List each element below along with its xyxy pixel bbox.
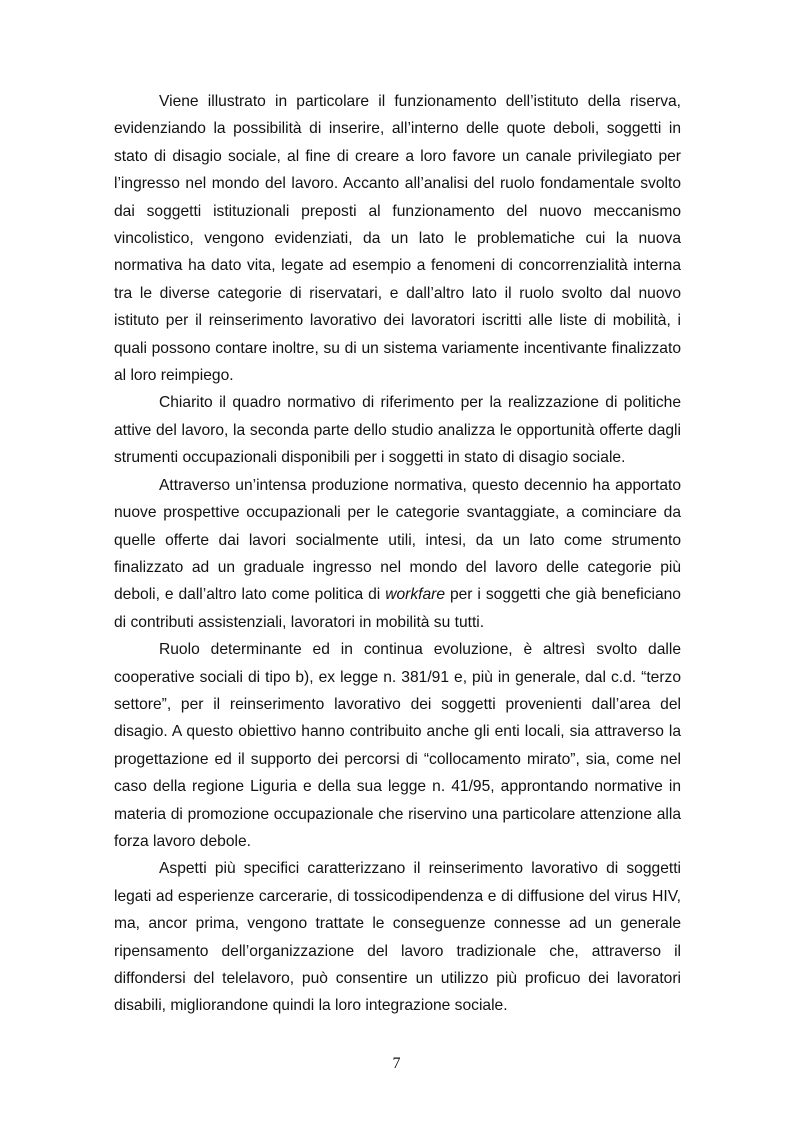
paragraph-produzione-normativa: [114, 472, 681, 636]
paragraph-cooperative-sociali: Ruolo determinante ed in continua evoluzione, è altresì svolto dalle cooperative sociali di tipo b), ex legge n. 381/91 e, più in generale, dal c.d. “terzo settore”, per il reinserimento lavorativo dei soggetti provenienti dall’area del disagio. A questo obiettivo hanno contribuito anche gli enti locali, sia attraverso la progettazione ed il supporto dei percorsi di “collocamento mirato”, sia, come nel caso della regione Liguria e della sua legge n. 41/95, approntando normative in materia di promozione occupazionale che riservino una particolare attenzione alla forza lavoro debole.: [114, 641, 681, 850]
paragraph-quadro-normativo: Chiarito il quadro normativo di riferimento per la realizzazione di politiche attive del lavoro, la seconda parte dello studio analizza le opportunità offerte dagli strumenti occupazionali disponibili per i soggetti in stato di disagio sociale.: [114, 394, 681, 467]
paragraph-riserva: Viene illustrato in particolare il funzionamento dell’istituto della riserva, evidenziando la possibilità di inserire, all’interno delle quote deboli, soggetti in stato di disagio sociale, al fine di creare a loro favore un canale privilegiato per l’ingresso nel mondo del lavoro. Accanto all’analisi del ruolo fondamentale svolto dai soggetti istituzionali preposti al funzionamento del nuovo meccanismo vincolistico, vengono evidenziati, da un lato le problematiche cui la nuova normativa ha dato vita, legate ad esempio a fenomeni di concorrenzialità interna tra le diverse categorie di riservatari, e dall’altro lato il ruolo svolto dal nuovo istituto per il reinserimento lavorativo dei lavoratori iscritti alle liste di mobilità, i quali possono contare inoltre, su di un sistema variamente incentivante finalizzato al loro reimpiego.: [114, 93, 681, 385]
italic-term-workfare: workfare: [385, 586, 446, 604]
page-body: [114, 88, 681, 1020]
paragraph-aspetti-specifici: Aspetti più specifici caratterizzano il reinserimento lavorativo di soggetti legati ad esperienze carcerarie, di tossicodipendenza e di diffusione del virus HIV, ma, ancor prima, vengono trattate le conseguenze connesse ad un generale ripensamento dell’organizzazione del lavoro tradizionale che, attraverso il diffondersi del telelavoro, può consentire un utilizzo più proficuo dei lavoratori disabili, migliorandone quindi la loro integrazione sociale.: [114, 860, 681, 1015]
page-number: 7: [392, 1055, 401, 1072]
paragraph-text-after: per i soggetti che già beneficiano di contributi assistenziali, lavoratori in mobilità su tutti.: [114, 586, 681, 631]
paragraph-text-before: Attraverso un’intensa produzione normativa, questo decennio ha apportato nuove prospettive occupazionali per le categorie svantaggiate, a cominciare da quelle offerte dai lavori socialmente utili, intesi, da un lato come strumento finalizzato ad un graduale ingresso nel mondo del lavoro delle categorie più deboli, e dall’altro lato come politica di: [114, 476, 681, 604]
